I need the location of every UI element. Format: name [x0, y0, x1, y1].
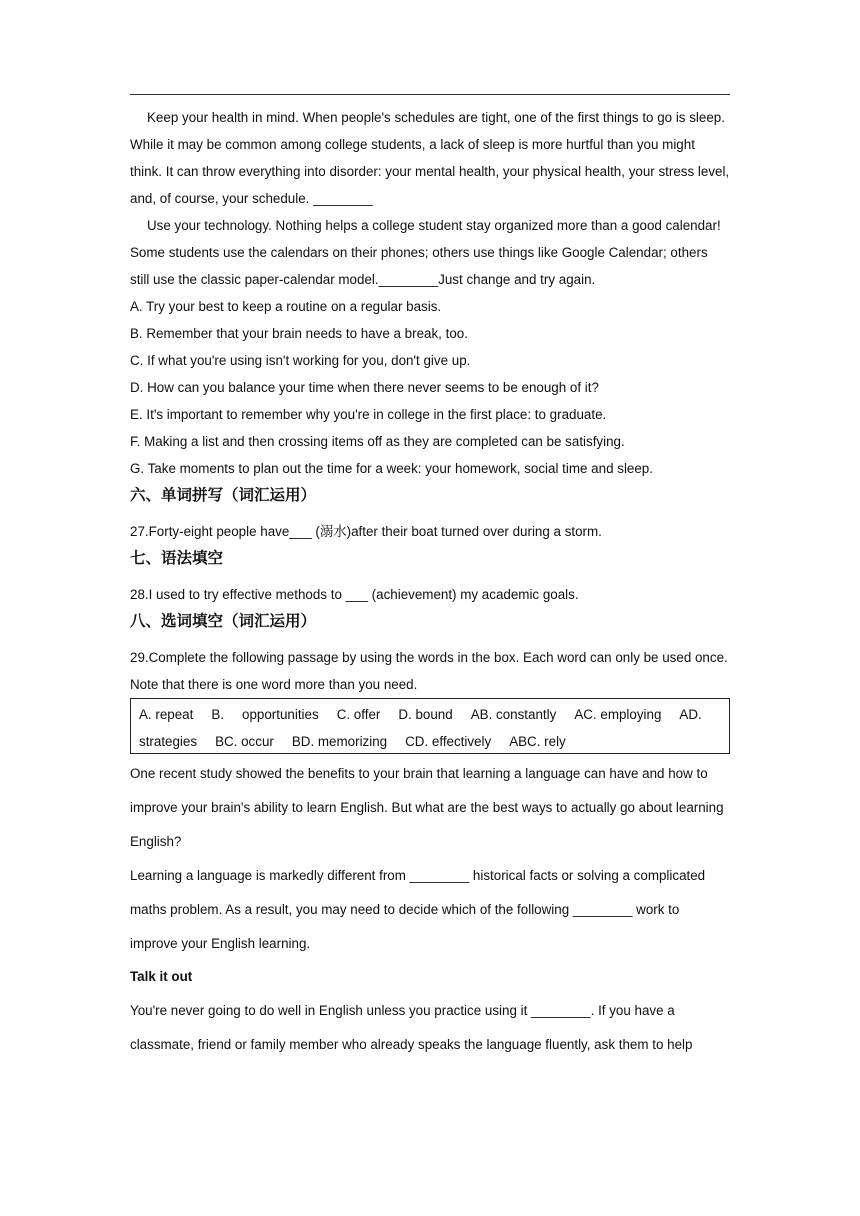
word-option: BC. occur: [215, 734, 274, 749]
option-a: A. Try your best to keep a routine on a regular basis.: [130, 299, 442, 314]
header-rule: [130, 94, 730, 95]
question-27: 27.Forty-eight people have___ (溺水)after their boat turned over during a storm.: [130, 524, 602, 539]
option-f: F. Making a list and then crossing items off as they are completed can be satisfying.: [130, 434, 625, 449]
passage-paragraph-intro: One recent study showed the benefits to your brain that learning a language can have and how to improve your brain's ability to learn English. But what are the best ways to actually go about learning English?: [130, 766, 724, 849]
word-option: AB. constantly: [470, 707, 557, 722]
section-7-heading: 七、语法填空: [130, 549, 224, 567]
word-option: strategies: [139, 734, 198, 749]
option-c: C. If what you're using isn't working for you, don't give up.: [130, 353, 471, 368]
word-option: A. repeat: [139, 707, 194, 722]
option-d: D. How can you balance your time when there never seems to be enough of it?: [130, 380, 599, 395]
option-e: E. It's important to remember why you're in college in the first place: to graduate.: [130, 407, 607, 422]
option-g: G. Take moments to plan out the time for a week: your homework, social time and sleep.: [130, 461, 653, 476]
options-list: [130, 293, 730, 482]
word-option: B.: [211, 707, 224, 722]
word-option: ABC. rely: [509, 734, 566, 749]
word-box: [130, 698, 730, 754]
word-option: D. bound: [398, 707, 453, 722]
word-option: AC. employing: [574, 707, 662, 722]
passage-paragraph-learning: Learning a language is markedly different from ________ historical facts or solving a complicated maths problem. As a result, you may need to decide which of the following ________ work to improve your English learning.: [130, 868, 706, 951]
passage-paragraph-technology: Use your technology. Nothing helps a college student stay organized more than a good calendar! Some students use the calendars on their phones; others use things like Google Calendar; others still use the classic paper-calendar model.________Just change and try again.: [130, 218, 721, 287]
option-b: B. Remember that your brain needs to have a break, too.: [130, 326, 468, 341]
passage-paragraph-talk: You're never going to do well in English unless you practice using it ________. If you have a classmate, friend or family member who already speaks the language fluently, ask them to help: [130, 1003, 693, 1052]
word-option: AD.: [679, 707, 702, 722]
question-28: 28.I used to try effective methods to ___ (achievement) my academic goals.: [130, 587, 579, 602]
section-8-heading: 八、选词填空（词汇运用）: [130, 612, 317, 630]
word-option: opportunities: [242, 707, 319, 722]
question-29-instruction: 29.Complete the following passage by using the words in the box. Each word can only be used once. Note that there is one word more than you need.: [130, 650, 728, 692]
word-option: CD. effectively: [405, 734, 492, 749]
section-6-heading: 六、单词拼写（词汇运用）: [130, 486, 317, 504]
word-option: BD. memorizing: [291, 734, 388, 749]
word-option: C. offer: [336, 707, 381, 722]
passage-paragraph-health: Keep your health in mind. When people's schedules are tight, one of the first things to go is sleep. While it may be common among college students, a lack of sleep is more hurtful than you might think. It can throw everything into disorder: your mental health, your physical health, your stress level, and, of course, your schedule. ________: [130, 110, 730, 206]
passage-subheading: Talk it out: [130, 969, 193, 984]
